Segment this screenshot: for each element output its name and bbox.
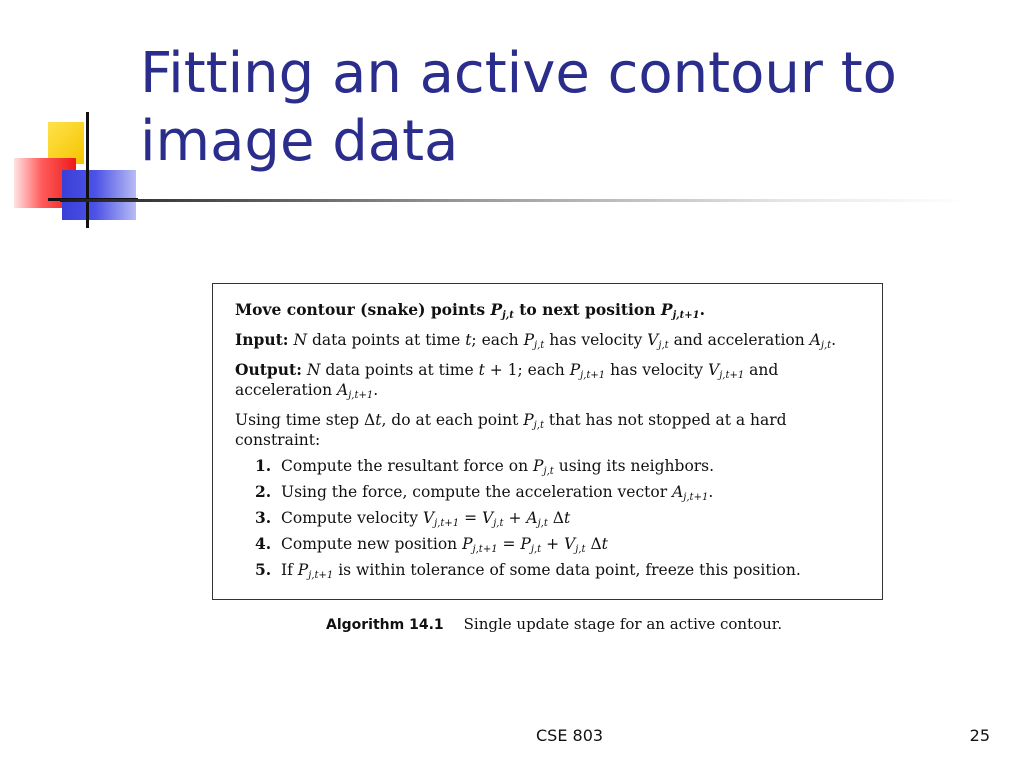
input-text: N data points at time t; each $P_{j,t}$ has velocity $V_{j,t}$ and acceleration $A_{j,t}$. <box>293 331 837 351</box>
footer-course: CSE 803 <box>536 726 604 745</box>
step-number: 5. <box>255 560 272 579</box>
output-label: Output: <box>235 360 302 379</box>
step-text: Compute velocity $V_{j,t+1} = V_{j,t} + A_{j,t}$ Δt <box>281 509 571 529</box>
algorithm-output <box>235 360 860 400</box>
step-text: Compute new position $P_{j,t+1} = P_{j,t} + V_{j,t}$ Δt <box>281 535 608 555</box>
slide-title-line-2: image data <box>140 109 459 174</box>
step-text: Using the force, compute the acceleration vector $A_{j,t+1}$. <box>281 483 714 503</box>
slide-logo-decoration <box>0 100 140 230</box>
slide-title <box>140 40 1000 176</box>
title-divider <box>60 199 970 202</box>
blue-square-decoration <box>62 170 136 220</box>
caption-label: Algorithm 14.1 <box>326 617 444 633</box>
output-text: N data points at time t + 1; each $P_{j,t+1}$ has velocity $V_{j,t+1}$ and acceleration $A_{j,t+1}$. <box>235 361 779 401</box>
step-number: 3. <box>255 508 272 527</box>
slide-title-line-1: Fitting an active contour to <box>140 41 897 106</box>
algorithm-caption <box>326 615 782 633</box>
vertical-line-decoration <box>86 112 89 228</box>
page-number: 25 <box>969 726 990 745</box>
algorithm-step <box>255 482 860 502</box>
step-number: 4. <box>255 534 272 553</box>
algorithm-steps <box>235 456 860 580</box>
algorithm-header: Move contour (snake) points $P_{j,t}$ to next position $P_{j,t+1}$. <box>235 300 706 321</box>
step-number: 2. <box>255 482 272 501</box>
algorithm-step <box>255 534 860 554</box>
algorithm-using: Using time step Δt, do at each point $P_{j,t}$ that has not stopped at a hard constraint: <box>235 411 787 449</box>
algorithm-input <box>235 330 860 350</box>
input-label: Input: <box>235 330 289 349</box>
step-number: 1. <box>255 456 272 475</box>
algorithm-step <box>255 456 860 476</box>
caption-text: Single update stage for an active contour. <box>463 615 783 633</box>
step-text: Compute the resultant force on $P_{j,t}$ using its neighbors. <box>281 457 715 477</box>
algorithm-box <box>212 283 883 600</box>
algorithm-step <box>255 508 860 528</box>
step-text: If $P_{j,t+1}$ is within tolerance of some data point, freeze this position. <box>281 561 801 581</box>
algorithm-step <box>255 560 860 580</box>
